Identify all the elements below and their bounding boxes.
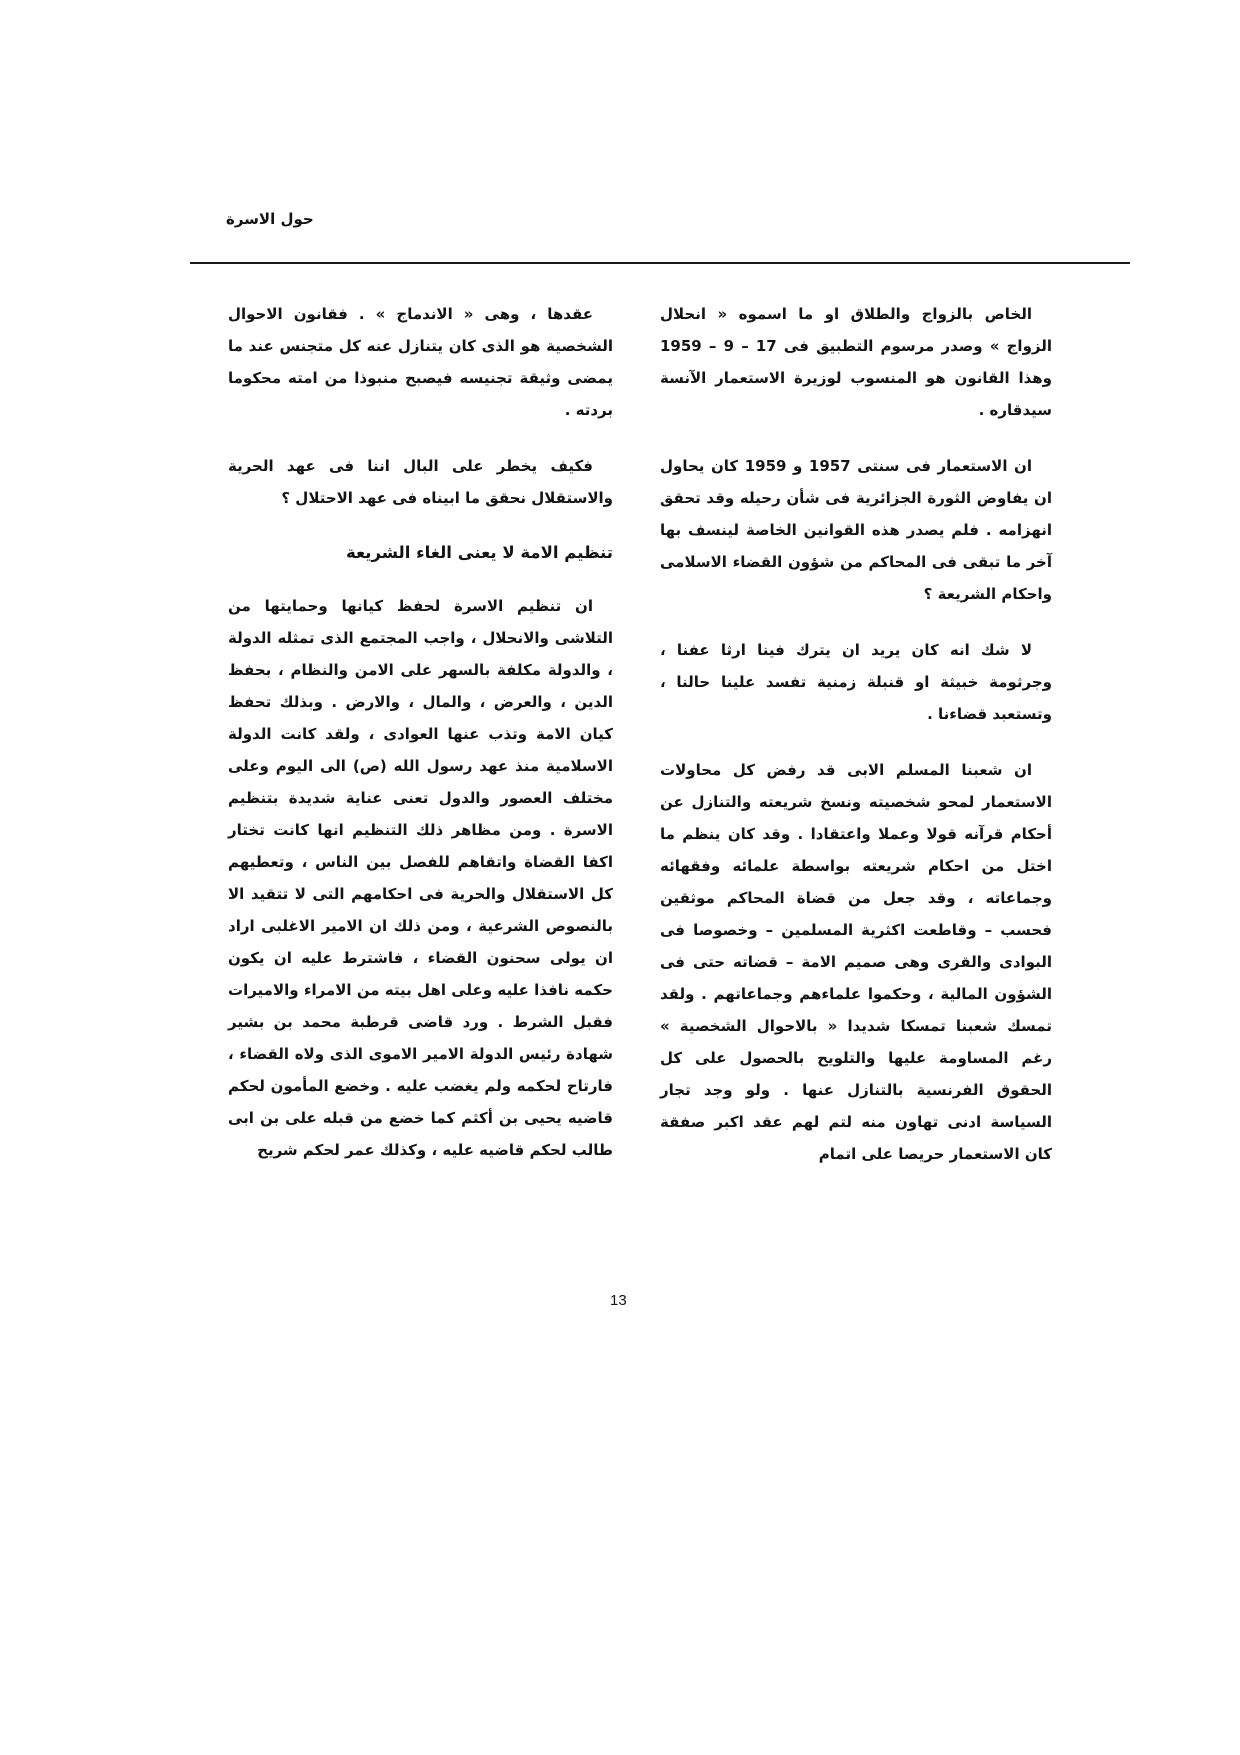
- running-header: حول الاسرة: [226, 210, 314, 228]
- page-number: 13: [610, 1292, 627, 1309]
- header-rule: [190, 262, 1130, 264]
- paragraph: عقدها ، وهى « الاندماج » . فقانون الاحوال الشخصية هو الذى كان يتنازل عنه كل متجنس عند ما يمضى وثيقة تجنيسه فيصبح منبوذا من امته محكوما بردته .: [228, 305, 613, 419]
- paragraph: ان الاستعمار فى سنتى 1957 و 1959 كان يحاول ان يفاوض الثورة الجزائرية فى شأن رحيله وقد تحقق انهزامه . فلم يصدر هذه القوانين الخاصة لينسف بها آخر ما تبقى فى المحاكم من شؤون القضاء الاسلامى واحكام الشريعة ؟: [660, 457, 1052, 603]
- right-column: [660, 298, 1052, 1194]
- left-column: [228, 298, 613, 1190]
- paragraph: الخاص بالزواج والطلاق او ما اسموه « انحلال الزواج » وصدر مرسوم التطبيق فى 17 – 9 – 1959 وهذا القانون هو المنسوب لوزيرة الاستعمار الآنسة سيدقاره .: [660, 305, 1052, 419]
- paragraph: ان شعبنا المسلم الابى قد رفض كل محاولات الاستعمار لمحو شخصيته ونسخ شريعته والتنازل عن أحكام قرآنه قولا وعملا واعتقادا . وقد كان ينظم ما اختل من احكام شريعته بواسطة علمائه وفقهائه وجماعاته ، وقد جعل من قضاة المحاكم موثقين فحسب – وقاطعت اكثرية المسلمين – وخصوصا فى البوادى والقرى وهى صميم الامة – قضاته حتى فى الشؤون المالية ، وحكموا علماءهم وجماعاتهم . ولقد تمسك شعبنا تمسكا شديدا « بالاحوال الشخصية » رغم المساومة عليها والتلويح بالحصول على كل الحقوق الفرنسية بالتنازل عنها . ولو وجد تجار السياسة ادنى تهاون منه لتم لهم عقد اكبر صفقة كان الاستعمار حريصا على اتمام: [660, 761, 1052, 1163]
- paragraph: لا شك انه كان يريد ان يترك فينا ارثا عفنا ، وجرثومة خبيثة او قنبلة زمنية تفسد علينا حالنا ، وتستعبد قضاءنا .: [660, 641, 1052, 723]
- paragraph: فكيف يخطر على البال اننا فى عهد الحرية والاستقلال نحقق ما ابيناه فى عهد الاحتلال ؟: [228, 457, 613, 507]
- section-heading: تنظيم الامة لا يعنى الغاء الشريعة: [345, 543, 613, 562]
- paragraph: ان تنظيم الاسرة لحفظ كيانها وحمايتها من التلاشى والانحلال ، واجب المجتمع الذى تمثله الدولة ، والدولة مكلفة بالسهر على الامن والنظام ، بحفظ الدين ، والعرض ، والمال ، والارض . وبذلك تحفظ كيان الامة وتذب عنها العوادى ، ولقد كانت الدولة الاسلامية منذ عهد رسول الله (ص) الى اليوم وعلى مختلف العصور والدول تعنى عناية شديدة بتنظيم الاسرة . ومن مظاهر ذلك التنظيم انها كانت تختار اكفا القضاة واتقاهم للفصل بين الناس ، وتعطيهم كل الاستقلال والحرية فى احكامهم التى لا تتقيد الا بالنصوص الشرعية ، ومن ذلك ان الامير الاغلبى اراد ان يولى سحنون القضاء ، فاشترط عليه ان يكون حكمه نافذا عليه وعلى اهل بيته من الامراء والاميرات فقبل الشرط . ورد قاضى قرطبة محمد بن بشير شهادة رئيس الدولة الامير الاموى الذى ولاه القضاء ، فارتاح لحكمه ولم يغضب عليه . وخضع المأمون لحكم قاضيه يحيى بن أكثم كما خضع من قبله على بن ابى طالب لحكم قاضيه عليه ، وكذلك عمر لحكم شريح: [228, 597, 613, 1159]
